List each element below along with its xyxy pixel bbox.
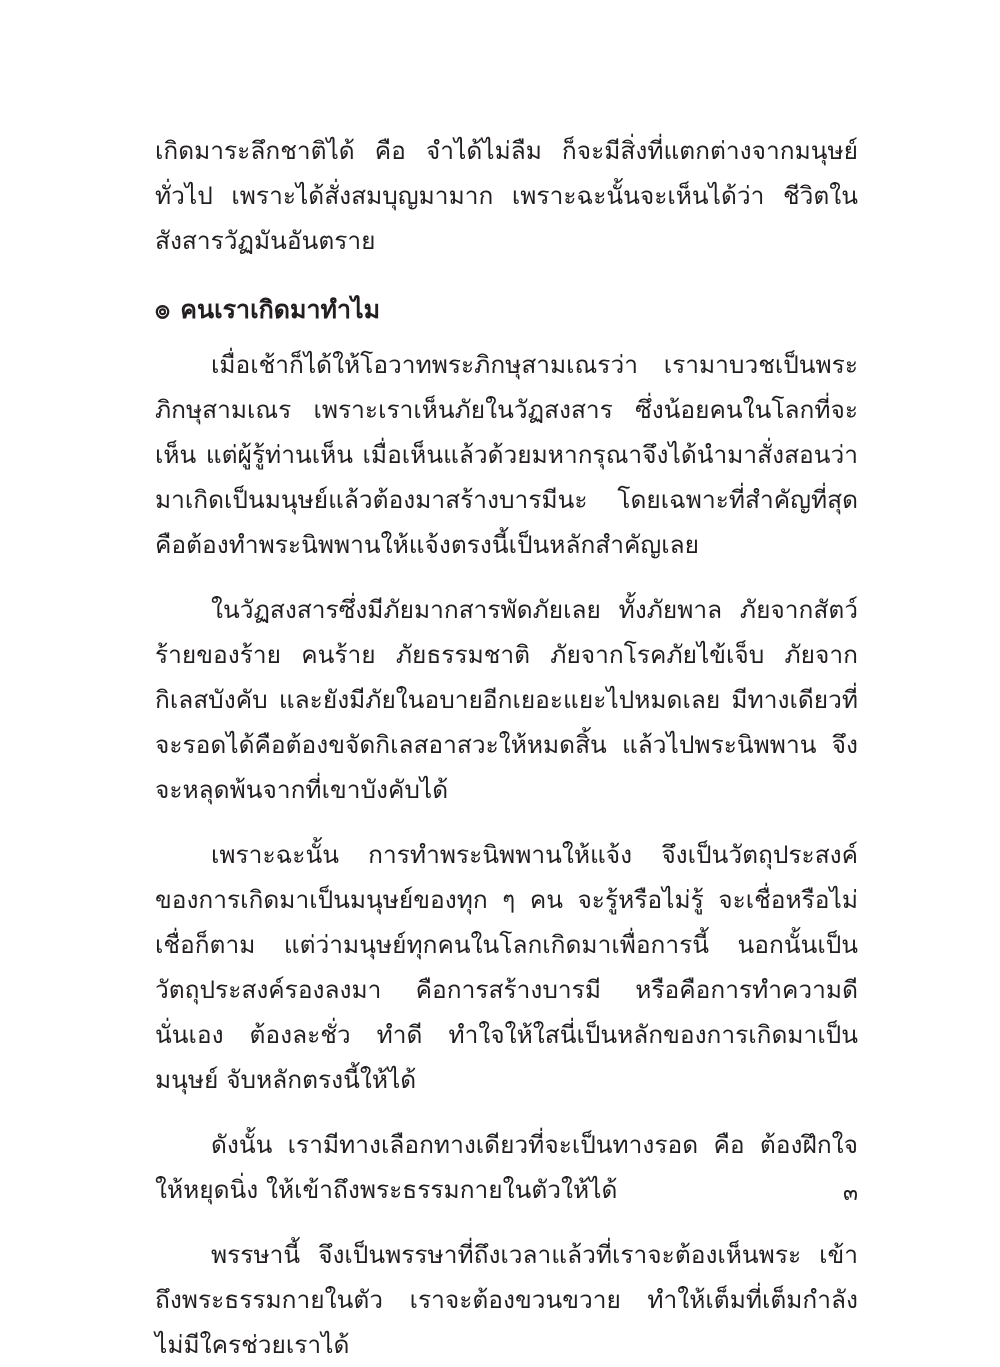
section-bullet-icon: ๏: [155, 295, 171, 324]
section-title: คนเราเกิดมาทำไม: [180, 295, 381, 324]
page-body: [155, 128, 858, 1367]
intro-paragraph: เกิดมาระลึกชาติได้ คือ จำได้ไม่ลืม ก็จะมีสิ่งที่แตกต่างจากมนุษย์ทั่วไป เพราะได้สั่งสมบุญมามาก เพราะฉะนั้นจะเห็นได้ว่า ชีวิตในสังสารวัฏมันอันตราย: [155, 136, 858, 255]
section-heading: [155, 287, 858, 332]
paragraph-1: เมื่อเช้าก็ได้ให้โอวาทพระภิกษุสามเณรว่า เรามาบวชเป็นพระภิกษุสามเณร เพราะเราเห็นภัยในวัฏสงสาร ซึ่งน้อยคนในโลกที่จะเห็น แต่ผู้รู้ท่านเห็น เมื่อเห็นแล้วด้วยมหากรุณาจึงได้นำมาสั่งสอนว่า มาเกิดเป็นมนุษย์แล้วต้องมาสร้างบารมีนะ โดยเฉพาะที่สำคัญที่สุดคือต้องทำพระนิพพานให้แจ้งตรงนี้เป็นหลักสำคัญเลย: [155, 350, 858, 559]
paragraph-2: ในวัฏสงสารซึ่งมีภัยมากสารพัดภัยเลย ทั้งภัยพาล ภัยจากสัตว์ร้ายของร้าย คนร้าย ภัยธรรมชาติ ภัยจากโรคภัยไข้เจ็บ ภัยจากกิเลสบังคับ และยังมีภัยในอบายอีกเยอะแยะไปหมดเลย มีทางเดียวที่จะรอดได้คือต้องขจัดกิเลสอาสวะให้หมดสิ้น แล้วไปพระนิพพาน จึงจะหลุดพ้นจากที่เขาบังคับได้: [155, 595, 858, 804]
paragraph-4: ดังนั้น เรามีทางเลือกทางเดียวที่จะเป็นทางรอด คือ ต้องฝึกใจให้หยุดนิ่ง ให้เข้าถึงพระธรรมกายในตัวให้ได้: [155, 1130, 858, 1204]
paragraph-3: เพราะฉะนั้น การทำพระนิพพานให้แจ้ง จึงเป็นวัตถุประสงค์ของการเกิดมาเป็นมนุษย์ของทุก ๆ คน จะรู้หรือไม่รู้ จะเชื่อหรือไม่เชื่อก็ตาม แต่ว่ามนุษย์ทุกคนในโลกเกิดมาเพื่อการนี้ นอกนั้นเป็นวัตถุประสงค์รองลงมา คือการสร้างบารมี หรือคือการทำความดีนั่นเอง ต้องละชั่ว ทำดี ทำใจให้ใสนี่เป็นหลักของการเกิดมาเป็นมนุษย์ จับหลักตรงนี้ให้ได้: [155, 840, 858, 1094]
paragraph-5: พรรษานี้ จึงเป็นพรรษาที่ถึงเวลาแล้วที่เราจะต้องเห็นพระ เข้าถึงพระธรรมกายในตัว เราจะต้องขวนขวาย ทำให้เต็มที่เต็มกำลัง ไม่มีใครช่วยเราได้: [155, 1240, 858, 1359]
page-number: ๓: [842, 1181, 858, 1206]
